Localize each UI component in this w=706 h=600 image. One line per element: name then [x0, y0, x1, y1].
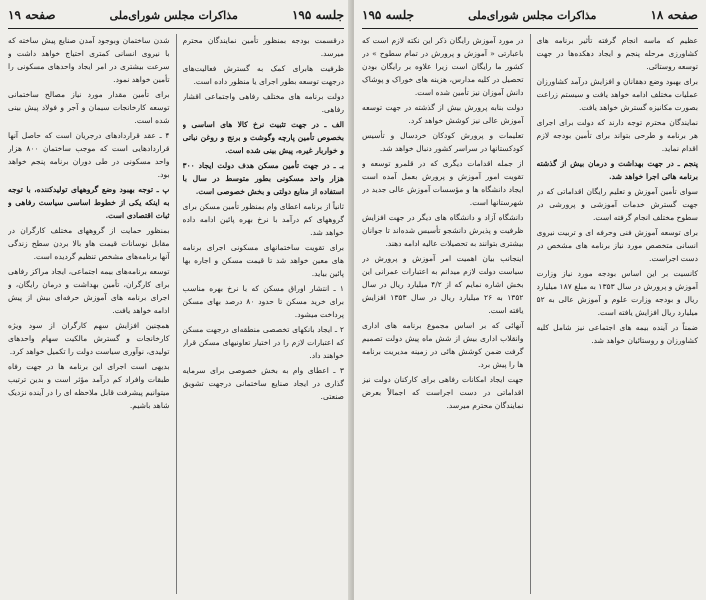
paragraph: ۴ ـ عقد قراردادهای درجریان است که حاصل آنها قراردادهایی است که موجب ساختمان ۸۰۰ هزار واحد مسکونی در طی دوران برنامه پنجم خواهد بود.: [8, 131, 170, 179]
paragraph: کانسیت بر این اساس بودجه مورد نیاز وزارت آموزش و پرورش در سال ۱۳۵۳ به مبلغ ۱۸۷ میلیارد ریال و بودجه وزارت علوم و آموزش عالی به ۵۲ میلیارد ریال افزایش یافته است.: [536, 269, 698, 317]
paragraph: بمنظور حمایت از گروههای مختلف کارگران در مقابل نوسانات قیمت هاو بالا بردن سطح زندگی آنها برنامه‌های مشخص تنظیم گردیده است.: [8, 226, 170, 261]
text-column-right: [537, 34, 699, 594]
paragraph: دولت برنامه های مختلف رفاهی واجتماعی اقشار رفاهی.: [182, 92, 344, 114]
paragraph: درقسمت بودجه بمنظور تأمین نمایندگان محترم میرسد.: [182, 36, 344, 58]
header-rule: [8, 28, 344, 29]
left-page: [0, 0, 352, 600]
paragraph: تعلیمات و پرورش کودکان خردسال و تأسیس کودکستانها در سراسر کشور دنبال خواهد شد.: [362, 131, 524, 153]
paragraph: بدیهی است اجرای این برنامه ها در جهت رفاه طبقات وافراد کم درآمد مؤثر است و بدین ترتیب میتوانیم پیشرفت قابل ملاحظه ای را در آینده نزدیک شاهد باشیم.: [8, 362, 170, 410]
paragraph: برای تأمین مقدار مورد نیاز مصالح ساختمانی توسعه کارخانجات سیمان و آجر و فولاد پیش بینی شده است.: [8, 90, 170, 125]
paragraph: برای بهبود وضع دهقانان و افزایش درآمد کشاورزان عملیات مختلف ادامه خواهد یافت و سیستم زراعت بصورت مکانیزه گسترش خواهد یافت.: [536, 77, 698, 112]
paragraph: برای تقویت ساختمانهای مسکونی اجرای برنامه های معین خواهد شد تا قیمت مسکن و اجاره بها پائین بیاید.: [182, 243, 344, 278]
paragraph: پ ـ توجه بهبود وضع گروههای تولیدکننده، با توجه به اینکه یکی از خطوط اساسی سیاست رفاهی و ثبات اقتصادی است.: [8, 185, 170, 220]
paragraph: در مورد آموزش رایگان ذکر این نکته لازم است که باعبارتی « آموزش و پرورش در تمام سطوح » در کشور ما رایگان است زیرا علاوه بر رایگان بودن تحصیل در کلیه مدارس، هزینه های خوراک و پوشاک دانش آموزان نیز تأمین شده است.: [362, 36, 524, 97]
paragraph: ۳ ـ اعطای وام به بخش خصوصی برای سرمایه گذاری در ایجاد صنایع ساختمانی درجهت تشویق صنعتی.: [182, 366, 344, 401]
paragraph: همچنین افزایش سهم کارگران از سود ویژه کارخانجات و گسترش مالکیت سهام واحدهای تولیدی، نوآوری سیاست دولت را تکمیل خواهد کرد.: [8, 321, 170, 356]
paragraph: توسعه برنامه‌های بیمه اجتماعی، ایجاد مراکز رفاهی برای کارگران، تأمین بهداشت و درمان رایگان، و اجرای برنامه های آموزش حرفه‌ای بیش از پیش ادامه خواهد یافت.: [8, 267, 170, 315]
paragraph: از جمله اقدامات دیگری که در قلمرو توسعه و تقویت امور آموزش و پرورش بعمل آمده است ایجاد دانشگاه ها و مؤسسات آموزش عالی جدید در شهرستانها است.: [362, 159, 524, 207]
page-title: مذاکرات مجلس شورای‌ملی: [468, 8, 597, 22]
left-page-columns: [8, 34, 344, 594]
paragraph: دولت بنابه پرورش بیش از گذشته در جهت توسعه آموزش عالی نیز کوشش خواهد کرد.: [362, 103, 524, 125]
header-rule: [362, 28, 698, 29]
column-divider: [176, 34, 177, 594]
paragraph: آنهائی که بر اساس مجموع برنامه های اداری وانقلاب اداری بیش از شش ماه پیش دولت تصمیم گرفت ضمن کوشش هائی در زمینه مدیریت برنامه ها را پیش برد.: [362, 321, 524, 369]
paragraph: ضمناً در آینده بیمه های اجتماعی نیز شامل کلیه کشاورزان و روستائیان خواهد شد.: [536, 323, 698, 345]
paragraph: پنجم ـ در جهت بهداشت و درمان بیش از گذشته برنامه هائی اجرا خواهد شد.: [536, 159, 698, 181]
page-title: مذاکرات مجلس شورای‌ملی: [109, 8, 238, 22]
paragraph: دانشگاه آزاد و دانشگاه های دیگر در جهت افزایش ظرفیت و پذیرش دانشجو تأسیس شده‌اند تا جوانان بیشتری بتوانند به تحصیلات عالیه ادامه دهند.: [362, 213, 524, 248]
text-column-right: [183, 34, 345, 594]
paragraph: شدن ساختمان وبوجود آمدن صنایع پیش ساخته که با نیروی انسانی کمتری احتیاج خواهد داشت و سرعت بیشتری در امر ایجاد واحدهای مسکونی را تأمین خواهد نمود.: [8, 36, 170, 84]
paragraph: ظرفیت هابرای کمک به گسترش فعالیت‌های درجهت توسعه بطور اجرای یا منظور داده است.: [182, 64, 344, 86]
column-divider: [530, 34, 531, 594]
paragraph: عظیم که ماسه انجام گرفته تأثیر برنامه های کشاورزی مرحله پنجم و ایجاد دهکده‌ها در جهت توسعه روستائی.: [536, 36, 698, 71]
right-page-header: [362, 4, 698, 26]
session-number: جلسه ۱۹۵: [291, 8, 344, 22]
page-number: صفحه ۱۸: [650, 8, 698, 22]
paragraph: نمایندگان محترم توجه دارند که دولت برای اجرای هر برنامه و طرحی بتواند برای تأمین بودجه لازم اقدام نماید.: [536, 118, 698, 153]
paragraph: ۱ ـ انتشار اوراق مسکن که با نرخ بهره مناسب برای خرید مسکن تا حدود ۸۰ درصد بهای مسکن پرداخت میشود.: [182, 284, 344, 319]
paragraph: الف ـ در جهت تثبیت نرخ کالا های اساسی و بخصوص تأمین پارچه وگوشت و برنج و روغن نباتی و خواربار غیره، پیش بینی شده است.: [182, 120, 344, 155]
right-page: [354, 0, 706, 600]
text-column-left: [362, 34, 524, 594]
paragraph: برای توسعه آموزش فنی وحرفه ای و تربیت نیروی انسانی متخصص مورد نیاز برنامه های مشخص در دست اجراست.: [536, 228, 698, 263]
paragraph: جهت ایجاد امکانات رفاهی برای کارکنان دولت نیز اقداماتی در دست اجراست که اجمالاً بعرض نمایندگان محترم میرسد.: [362, 375, 524, 410]
left-page-header: [8, 4, 344, 26]
paragraph: ثانیاً از برنامه اعطای وام بمنظور تأمین مسکن برای گروههای کم درآمد با نرخ بهره پائین ادامه داده خواهد شد.: [182, 202, 344, 237]
paragraph: سوای تأمین آموزش و تعلیم رایگان اقداماتی که در جهت گسترش خدمات آموزشی و پرورشی در سطوح مختلف انجام گرفته است.: [536, 187, 698, 222]
paragraph: بـ ـ در جهت تأمین مسکن هدف دولت ایجاد ۳۰۰ هزار واحد مسکونی بطور متوسط در سال با استفاده از منابع دولتی و بخش خصوصی است.: [182, 161, 344, 196]
paragraph: اینجانب بیان اهمیت امر آموزش و پرورش در سیاست دولت لازم میدانم به اعتبارات عمرانی این بخش اشاره نمایم که از ۴/۲ میلیارد ریال در سال ۱۳۵۲ به ۲۶ میلیارد ریال در سال ۱۳۵۳ افزایش یافته است.: [362, 254, 524, 315]
page-number: صفحه ۱۹: [8, 8, 56, 22]
text-column-left: [8, 34, 170, 594]
session-number: جلسه ۱۹۵: [362, 8, 415, 22]
right-page-columns: [362, 34, 698, 594]
paragraph: ۲ ـ ایجاد بانکهای تخصصی منطقه‌ای درجهت مسکن که اعتبارات لازم را در اختیار تعاونیهای مسکن قرار خواهند داد.: [182, 325, 344, 360]
